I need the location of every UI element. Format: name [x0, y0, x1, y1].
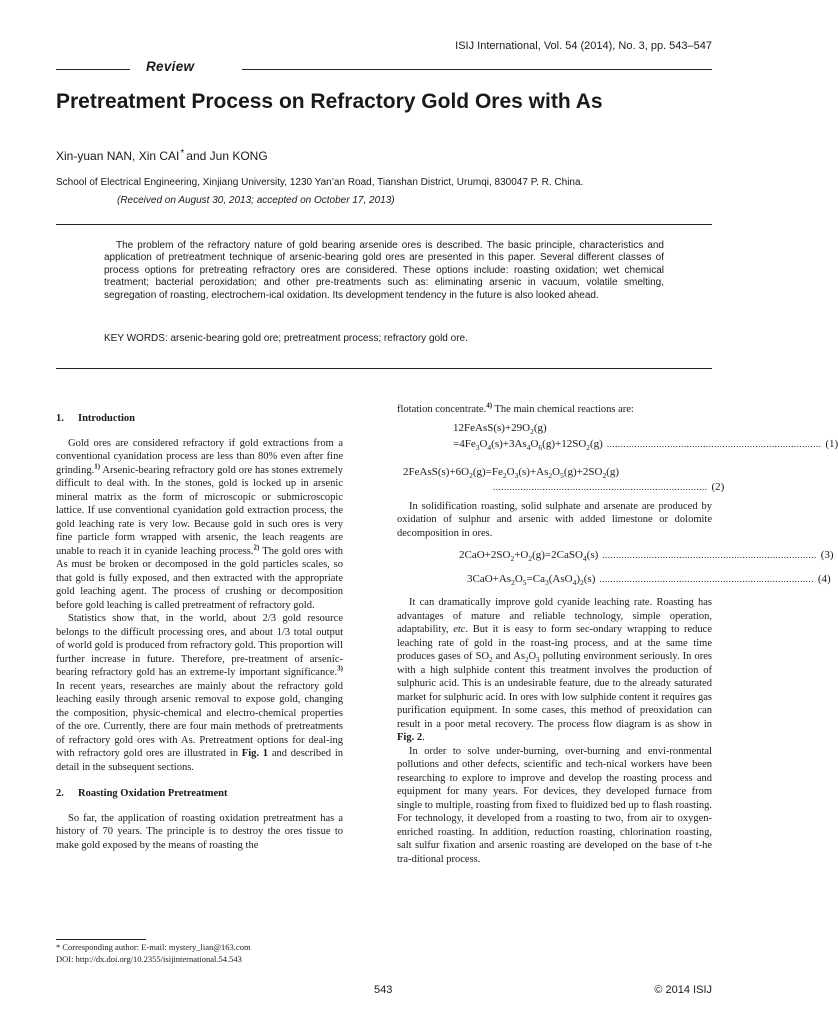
footnote-rule: [56, 939, 146, 940]
subscript: 2: [489, 656, 493, 665]
affiliation: School of Electrical Engineering, Xinjiang University, 1230 Yan’an Road, Tianshan District, Urumqi, 830047 P. R. China.: [56, 177, 584, 188]
text-run: and described in detail in the subsequent sections.: [56, 748, 344, 773]
header-rule-right: [242, 69, 712, 70]
page-number: 543: [374, 984, 393, 996]
subscript: 3: [536, 656, 540, 665]
equation-number: (4): [817, 573, 831, 585]
received-dates-text: (Received on August 30, 2013; accepted on October 17, 2013): [117, 195, 395, 206]
corresponding-mark: *: [180, 148, 185, 159]
abstract-rule-top: [56, 224, 712, 225]
journal-info: ISIJ International, Vol. 54 (2014), No. 3, pp. 543–547: [455, 40, 712, 52]
equation-line: $=4Fe_3O_4(s)+3As_4O_6(g)+12SO_2(g)$ .............................................................................. (1): [453, 437, 838, 452]
authors-text: Xin-yuan NAN, Xin CAI: [56, 149, 180, 163]
section-number: 1.: [56, 413, 64, 424]
equation-line: [403, 480, 725, 494]
header-rule-left: [56, 69, 130, 70]
text-run: polluting environment seriously. In ores with a high sulphide content this treatment involves the production of sulphuric acid. This is an undesirable feature, due to the already saturated market for sulphuric acid. In ores with low sulphide content it requires gas purification equipment. In some cases, this method of preoxidation can result in a poor metal recovery. The process flow diagram is as show in: [397, 651, 712, 730]
right-column: [397, 401, 838, 866]
reference-link[interactable]: 1): [94, 462, 101, 470]
abstract-rule-bottom: [56, 368, 712, 369]
authors-text-rest: and Jun KONG: [186, 149, 268, 163]
authors: [56, 148, 268, 163]
reference-link[interactable]: 2): [253, 543, 260, 551]
doi-link[interactable]: DOI: http://dx.doi.org/10.2355/isijinternational.54.543: [56, 954, 242, 964]
paragraph: [397, 596, 712, 745]
text-run: and As: [492, 651, 525, 662]
paragraph: So far, the application of roasting oxidation pretreatment has a history of 70 years. The principle is to destroy the ores tissue to make gold exposed by the means of roasting the: [56, 812, 343, 851]
equation-leader: ..............................................................................: [606, 438, 822, 449]
section-heading-roasting: [56, 787, 343, 801]
equation-leader: ..............................................................................: [602, 550, 817, 560]
spacer: [56, 774, 343, 787]
reference-link[interactable]: 3): [337, 664, 343, 673]
paragraph: [397, 403, 712, 417]
footnote: [56, 941, 343, 965]
equation-1: [453, 421, 838, 452]
text-run: Statistics show that, in the world, about 2/3 gold resource belongs to the difficult processing ores, and about 1/3 total output of world gold is produced from refractory gold. This proportion will further increase in future. Therefore, pre-treatment of arsenic-bearing refractory gold has an extreme-ly important significance.: [56, 613, 343, 678]
text-run: flotation concentrate.: [397, 404, 487, 415]
paragraph: [56, 612, 343, 774]
keywords: KEY WORDS: arsenic-bearing gold ore; pretreatment process; refractory gold ore.: [104, 333, 468, 344]
equation-3: $2CaO+2SO_2+O_2(g)=2CaSO_4(s)$ .............................................................................. (3): [459, 549, 834, 564]
article-title: Pretreatment Process on Refractory Gold Ores with As: [56, 90, 603, 113]
corresponding-author[interactable]: * Corresponding author: E-mail: mystery_lian@163.com: [56, 942, 251, 952]
section-number: 2.: [56, 788, 64, 799]
equation-2: [403, 465, 725, 494]
equation-leader: ..............................................................................: [599, 574, 814, 584]
equation-number: (2): [711, 480, 725, 493]
equation-number: (1): [825, 437, 838, 450]
equation-leader: ..............................................................................: [493, 481, 708, 492]
paragraph: [56, 437, 343, 613]
text-run: The main chemical reactions are:: [492, 404, 634, 415]
received-dates: [117, 195, 395, 206]
reference-link[interactable]: 4): [486, 401, 493, 410]
text-run: It can dramatically improve gold cyanide leaching rate. Roasting has advantages of mature and reliable technology, simple operation, adaptability,: [397, 597, 712, 635]
text-run: Arsenic-bearing refractory gold ore has stones extremely difficult to deal with. In the stones, gold is locked up in arsenic mineral matrix as the form of microscopic or submicroscopic lattice. If use conventional cyanidation gold extraction process, the gold leaching rate is very low. Because gold in such ores is very fine particle form wrapped with arsenic, the leach reagents are unable to reach it in cyanide leaching process.: [56, 464, 343, 557]
abstract: The problem of the refractory nature of gold bearing arsenide ores is described. The basic principle, characteristics and application of pretreatment technique of arsenic-bearing gold ores are presented in this paper. Several different classes of process options for pretreating refractory ores are considered. These options include: roasting oxidation; wet chemical treatment; bacterial peroxidation; and other pre-treatments such as: eliminating arsenic in vacuum, volatile smelting, segregation of roasting, electrochem-ical oxidation. Its development tendency in the future is also looked ahead.: [104, 240, 664, 301]
subscript: 2: [524, 656, 529, 665]
text-run: In recent years, researches are mainly about the refractory gold leaching easily through arsenic removal to expose gold, changing the composition, physic-chemical and electro-chemical properties of the ore. Currently, there are four main methods of pretreatments of refractory gold ores with As. Pretreatment options for deal-ing with refractory gold ores are illustrated in: [56, 680, 343, 759]
copyright: © 2014 ISIJ: [654, 984, 712, 996]
text-run: .: [422, 732, 425, 743]
equation-number: (3): [820, 549, 834, 561]
paragraph: In solidification roasting, solid sulphate and arsenate are produced by oxidation of sulphur and arsenic with added limestone or dolomite decomposition in ores.: [397, 500, 712, 539]
text-run: Gold ores are considered refractory if gold extractions from a conventional cyanidation process are less than 80% even after fine grinding.: [56, 437, 343, 476]
section-title: Introduction: [78, 413, 135, 424]
figure-reference[interactable]: Fig. 2: [397, 732, 423, 743]
section-title: Roasting Oxidation Pretreatment: [78, 788, 228, 799]
section-label: Review: [146, 59, 195, 74]
section-heading-introduction: [56, 412, 343, 426]
text-run: O: [528, 651, 537, 662]
text-run: . But it is easy to form sec-ondary wrapping to reduce leaching rate of gold in the roast-ing process, and at the same time produces gases of SO: [397, 624, 713, 662]
equation-line: $12FeAsS(s)+29O_2(g)$: [453, 421, 547, 436]
figure-reference[interactable]: Fig. 1: [241, 748, 269, 759]
left-column: [56, 412, 343, 852]
text-run: The gold ores with As must be broken or decomposed in the gold particles scales, so that gold is fully exposed, and then extracted with the appropriate gold leaching agent. The process of crushing or decomposition before gold leaching is called pretreatment of refractory gold.: [56, 545, 343, 611]
paragraph: In order to solve under-burning, over-burning and envi-ronmental pollutions and other defects, scientific and tech-nical workers have been researching to explore to improve and develop the roasting process and equipment for many years. For devices, they developed furnace from single to multiple, roasting from fixed to fluidized bed up to flash roasting. For technology, it developed from a roasting to two, from air to oxygen-enriched roasting. In addition, reduction roasting, chlorination roasting, salt sulfur fixation and arsenic roasting are developed on the base of t-he tra-ditional process.: [397, 745, 712, 865]
equation-line: $2FeAsS(s)+6O_2(g)=Fe_2O_3(s)+As_2O_5(g)+2SO_2(g)$: [403, 465, 620, 480]
text-run: etc: [453, 624, 466, 635]
equation-4: $3CaO+As_2O_5=Ca_3(AsO_4)_2(s)$ .............................................................................. (4): [467, 573, 831, 588]
